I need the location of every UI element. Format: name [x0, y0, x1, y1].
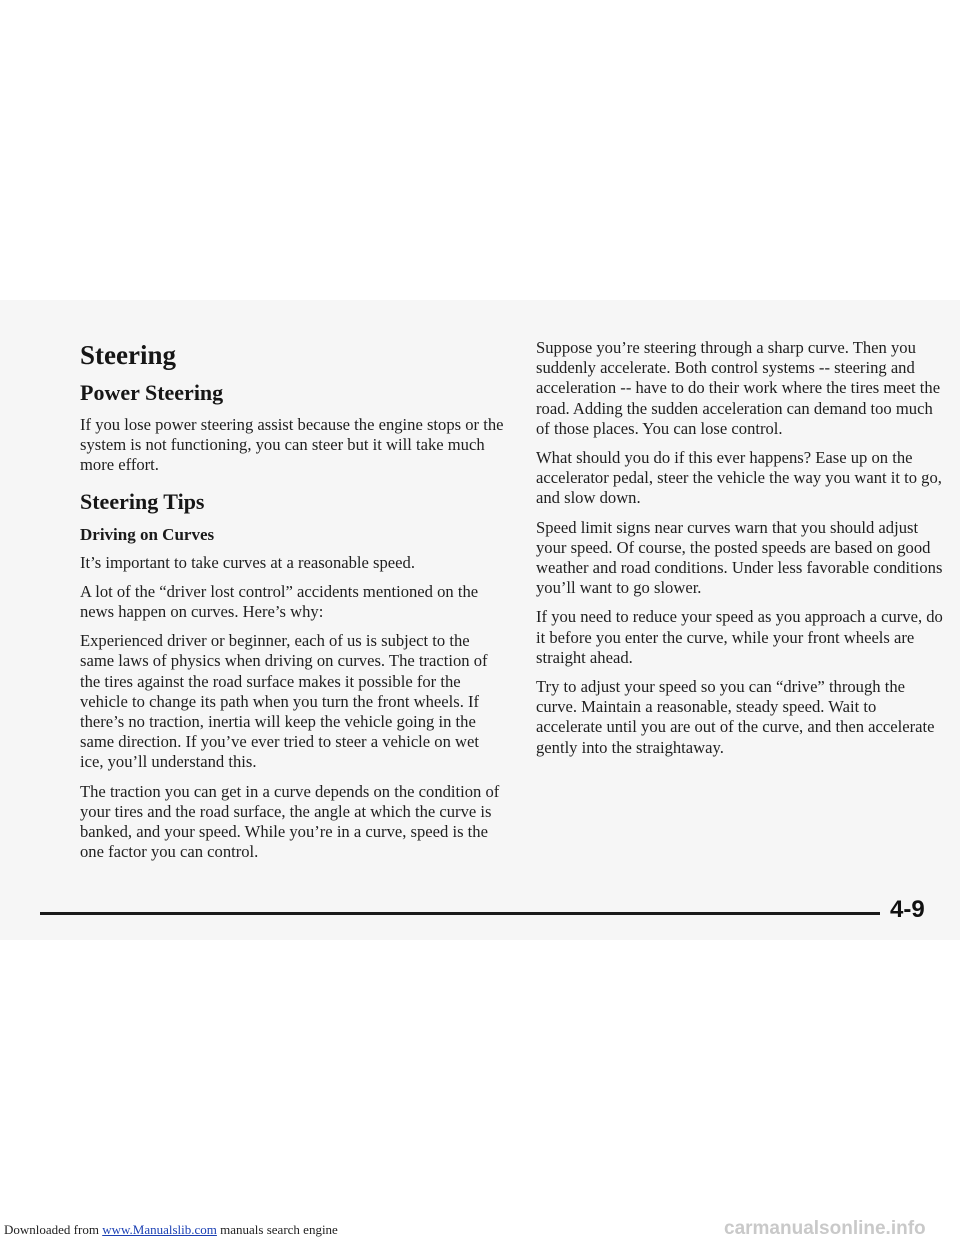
- driving-on-curves-heading: Driving on Curves: [80, 524, 215, 544]
- right-paragraph-5: Try to adjust your speed so you can “drive” through the curve. Maintain a reasonable, steady speed. Wait to accelerate until you are out of the curve, and then accelerate gently into the straightaway.: [536, 677, 935, 757]
- power-steering-paragraph: If you lose power steering assist because the engine stops or the system is not functioning, you can steer but it will take much more effort.: [80, 415, 504, 475]
- curves-paragraph-3: Experienced driver or beginner, each of us is subject to the same laws of physics when driving on curves. The traction of the tires against the road surface makes it possible for the vehicle to change its path when you turn the front wheels. If there’s no traction, inertia will keep the vehicle going in the same direction. If you’ve ever tried to steer a vehicle on wet ice, you’ll understand this.: [80, 631, 488, 772]
- right-paragraph-3: Speed limit signs near curves warn that you should adjust your speed. Of course, the posted speeds are based on good weather and road conditions. Under less favorable conditions you’ll want to go slower.: [536, 517, 943, 598]
- section-title: Steering: [80, 340, 176, 370]
- right-paragraph-1: Suppose you’re steering through a sharp curve. Then you suddenly accelerate. Both control systems -- steering and acceleration -- have to do their work where the tires meet the road. Adding the sudden acceleration can demand too much of those places. You can lose control.: [536, 338, 941, 438]
- download-footer: [4, 1222, 338, 1238]
- manualslib-link[interactable]: www.Manualslib.com: [102, 1222, 217, 1237]
- right-paragraph-2: What should you do if this ever happens? Ease up on the accelerator pedal, steer the vehicle the way you want it to go, and slow down.: [536, 448, 942, 508]
- curves-paragraph-1: It’s important to take curves at a reasonable speed.: [80, 552, 415, 572]
- watermark-text: carmanualsonline.info: [724, 1218, 926, 1239]
- page-number: 4-9: [890, 896, 925, 923]
- left-column: [80, 338, 504, 871]
- footer-suffix: manuals search engine: [216, 1222, 338, 1237]
- footer-prefix: Downloaded from: [4, 1222, 103, 1237]
- curves-paragraph-2: A lot of the “driver lost control” accidents mentioned on the news happen on curves. Here’s why:: [80, 581, 479, 622]
- right-paragraph-4: If you need to reduce your speed as you approach a curve, do it before you enter the curve, while your front wheels are straight ahead.: [536, 607, 943, 667]
- steering-tips-heading: Steering Tips: [80, 488, 205, 514]
- right-column: [536, 338, 946, 767]
- power-steering-heading: Power Steering: [80, 380, 224, 405]
- footer-rule: [40, 912, 880, 915]
- curves-paragraph-4: The traction you can get in a curve depends on the condition of your tires and the road surface, the angle at which the curve is banked, and your speed. While you’re in a curve, speed is the one factor you can control.: [80, 781, 500, 862]
